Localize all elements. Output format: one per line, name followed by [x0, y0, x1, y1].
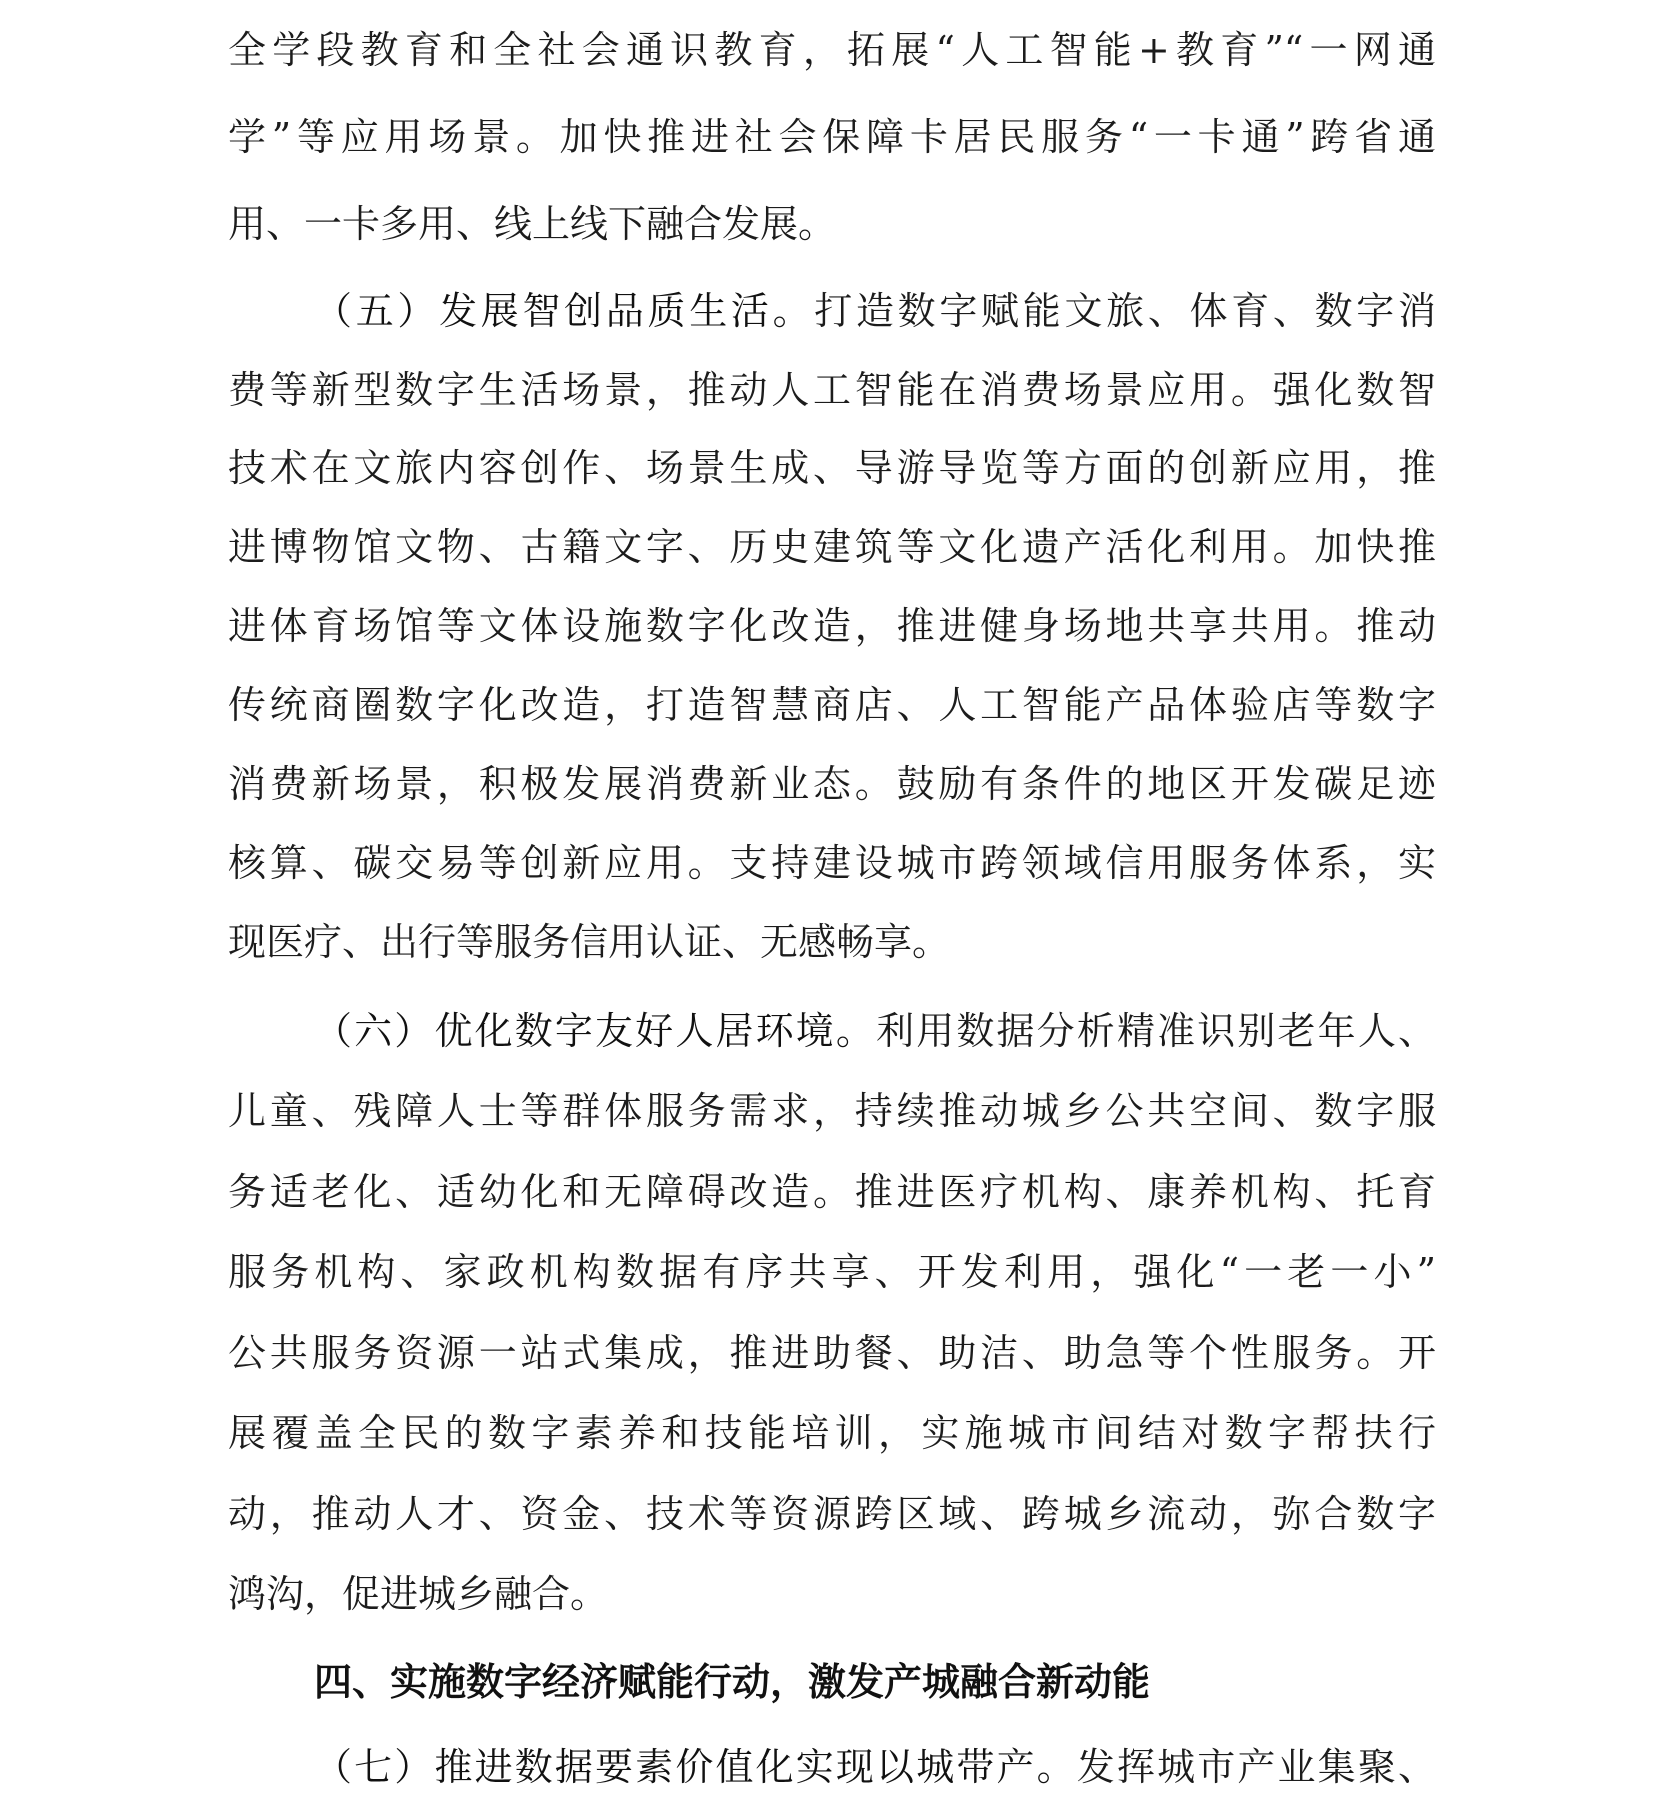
section-6-line: 儿童、残障人士等群体服务需求，持续推动城乡公共空间、数字服 [228, 1089, 1436, 1133]
section-7-first-line [314, 1737, 1436, 1797]
section-5-line: 现医疗、出行等服务信用认证、无感畅享。 [228, 920, 951, 964]
section-6-line: 鸿沟，促进城乡融合。 [228, 1572, 609, 1616]
section-7-lead: （七）推进数据要素价值化实现以城带产。 [314, 1745, 1077, 1789]
section-5-line: 费等新型数字生活场景，推动人工智能在消费场景应用。强化数智 [228, 368, 1436, 412]
section-7-first-line-rest: 发挥城市产业集聚、 [1076, 1745, 1436, 1789]
paragraph-1-line-2: 学”等应用场景。加快推进社会保障卡居民服务“一卡通”跨省通 [228, 115, 1436, 159]
section-5-line: 进博物馆文物、古籍文字、历史建筑等文化遗产活化利用。加快推 [228, 525, 1436, 569]
section-5-line: 核算、碳交易等创新应用。支持建设城市跨领域信用服务体系，实 [228, 841, 1436, 885]
section-6-first-line-rest: 利用数据分析精准识别老年人、 [876, 1009, 1436, 1053]
section-5-line: 消费新场景，积极发展消费新业态。鼓励有条件的地区开发碳足迹 [228, 762, 1436, 806]
section-6-lead: （六）优化数字友好人居环境。 [314, 1009, 877, 1053]
section-6-line: 服务机构、家政机构数据有序共享、开发利用，强化“一老一小” [228, 1250, 1436, 1294]
section-6-first-line [314, 1001, 1436, 1061]
section-6-line: 展覆盖全民的数字素养和技能培训，实施城市间结对数字帮扶行 [228, 1411, 1436, 1455]
paragraph-1-line-1: 全学段教育和全社会通识教育，拓展“人工智能+教育”“一网通 [228, 28, 1436, 72]
section-6-line: 务适老化、适幼化和无障碍改造。推进医疗机构、康养机构、托育 [228, 1170, 1436, 1214]
section-5-line: 进体育场馆等文体设施数字化改造，推进健身场地共享共用。推动 [228, 604, 1436, 648]
section-5-lead: （五）发展智创品质生活。 [314, 289, 815, 333]
section-5-first-line [314, 281, 1436, 341]
section-5-line: 技术在文旅内容创作、场景生成、导游导览等方面的创新应用，推 [228, 446, 1436, 490]
section-heading-4: 四、实施数字经济赋能行动，激发产城融合新动能 [314, 1660, 1151, 1704]
section-6-line: 动，推动人才、资金、技术等资源跨区域、跨城乡流动，弥合数字 [228, 1492, 1436, 1536]
paragraph-1-line-3: 用、一卡多用、线上线下融合发展。 [228, 202, 837, 246]
section-6-line: 公共服务资源一站式集成，推进助餐、助洁、助急等个性服务。开 [228, 1331, 1436, 1375]
section-5-first-line-rest: 打造数字赋能文旅、体育、数字消 [814, 289, 1436, 333]
section-5-line: 传统商圈数字化改造，打造智慧商店、人工智能产品体验店等数字 [228, 683, 1436, 727]
